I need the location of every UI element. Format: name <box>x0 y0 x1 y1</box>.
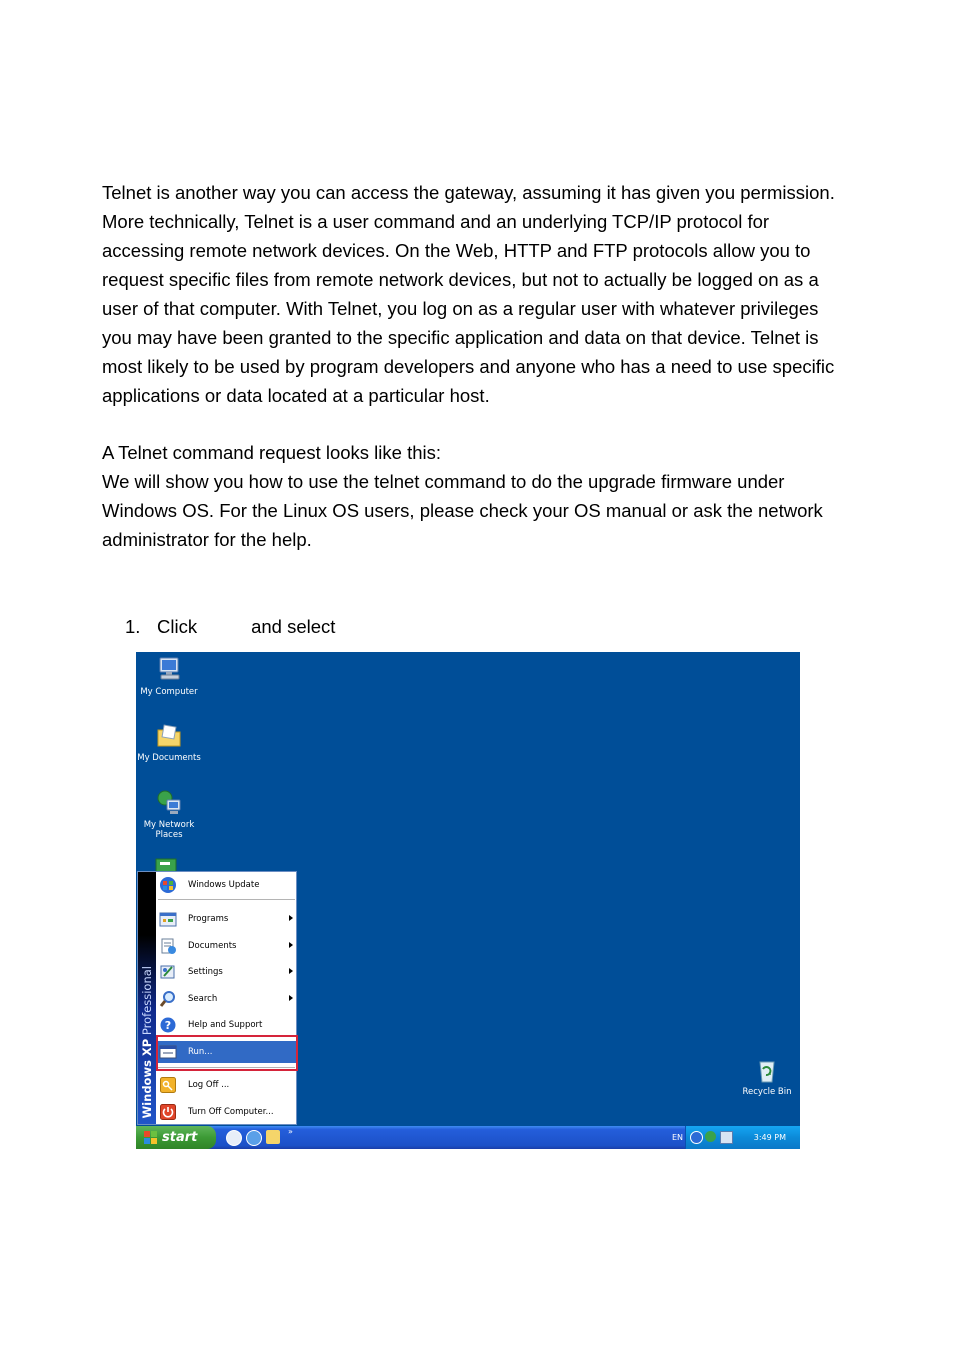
log-off-icon <box>157 1075 179 1095</box>
windows-logo-icon <box>144 1131 158 1145</box>
desktop-icon-my-network-places[interactable]: My Network Places <box>136 788 204 840</box>
step-click-text: Click <box>157 616 198 637</box>
run-highlight-annotation <box>156 1035 298 1071</box>
menu-item-documents[interactable]: Documents <box>157 935 297 957</box>
start-button[interactable]: start <box>136 1126 216 1149</box>
submenu-arrow-icon <box>289 942 293 948</box>
step-number: 1. <box>125 616 141 637</box>
quick-launch-ie-icon[interactable] <box>246 1130 262 1146</box>
menu-item-run[interactable]: Run... <box>157 1041 297 1063</box>
svg-text:?: ? <box>164 1019 172 1032</box>
start-menu-banner: Windows XP Professional <box>138 872 156 1124</box>
network-places-icon <box>154 788 184 818</box>
recycle-bin-icon <box>752 1057 782 1085</box>
quick-launch-browser-icon[interactable] <box>226 1130 242 1146</box>
folder-documents-icon <box>154 721 184 751</box>
menu-item-settings[interactable]: Settings <box>157 961 297 983</box>
quick-launch-folder-icon[interactable] <box>266 1130 280 1144</box>
windows-xp-screenshot <box>136 652 800 1149</box>
taskbar-clock[interactable]: 3:49 PM <box>753 1133 786 1142</box>
step-select-text: and select <box>251 616 336 637</box>
taskbar <box>136 1126 800 1149</box>
quick-launch-more-icon[interactable]: » <box>288 1127 293 1136</box>
system-tray <box>672 1126 800 1149</box>
menu-item-programs[interactable]: Programs <box>157 908 297 930</box>
menu-item-turn-off-computer[interactable]: Turn Off Computer... <box>157 1101 297 1123</box>
documents-icon <box>157 936 179 956</box>
language-indicator[interactable]: EN <box>672 1133 684 1142</box>
tray-update-icon[interactable] <box>705 1131 716 1142</box>
programs-icon <box>157 909 179 929</box>
submenu-arrow-icon <box>289 968 293 974</box>
menu-item-help-and-support[interactable]: ? Help and Support <box>157 1014 297 1036</box>
tray-monitor-icon[interactable] <box>720 1131 733 1144</box>
menu-item-search[interactable]: Search <box>157 988 297 1010</box>
submenu-arrow-icon <box>289 915 293 921</box>
menu-item-windows-update[interactable]: Windows Update <box>157 874 297 896</box>
submenu-arrow-icon <box>289 995 293 1001</box>
tray-network-icon[interactable] <box>690 1131 703 1144</box>
desktop-icon-recycle-bin[interactable]: Recycle Bin <box>732 1057 800 1097</box>
telnet-windows-instructions: We will show you how to use the telnet command to do the upgrade firmware under Windows OS. For the Linux OS users, please check your OS manual or ask the network administrator for the help. <box>102 471 823 550</box>
intro-paragraph: Telnet is another way you can access the gateway, assuming it has given you permission. More technically, Telnet is a user command and an underlying TCP/IP protocol for accessing remote network devices. On the Web, HTTP and FTP protocols allow you to request specific files from remote network devices, but not to actually be logged on as a user of that computer. With Telnet, you log on as a regular user with whatever privileges you may have been granted to the specific application and data on that device. Telnet is most likely to be used by program developers and anyone who has a need to use specific applications or data located at a particular host. <box>102 182 835 406</box>
menu-separator <box>158 899 295 900</box>
desktop-icon-my-computer[interactable]: My Computer <box>136 655 204 697</box>
menu-item-log-off[interactable]: Log Off ... <box>157 1074 297 1096</box>
windows-update-icon <box>157 875 179 895</box>
telnet-request-line: A Telnet command request looks like this: <box>102 442 441 463</box>
quick-launch <box>226 1130 280 1146</box>
desktop-icon-my-documents[interactable]: My Documents <box>136 721 204 763</box>
telnet-paragraph <box>102 438 842 554</box>
computer-icon <box>154 655 184 685</box>
start-menu <box>137 871 297 1125</box>
help-icon <box>157 1015 179 1035</box>
power-icon <box>157 1102 179 1122</box>
settings-icon <box>157 962 179 982</box>
search-icon <box>157 989 179 1009</box>
step-1 <box>125 612 335 641</box>
